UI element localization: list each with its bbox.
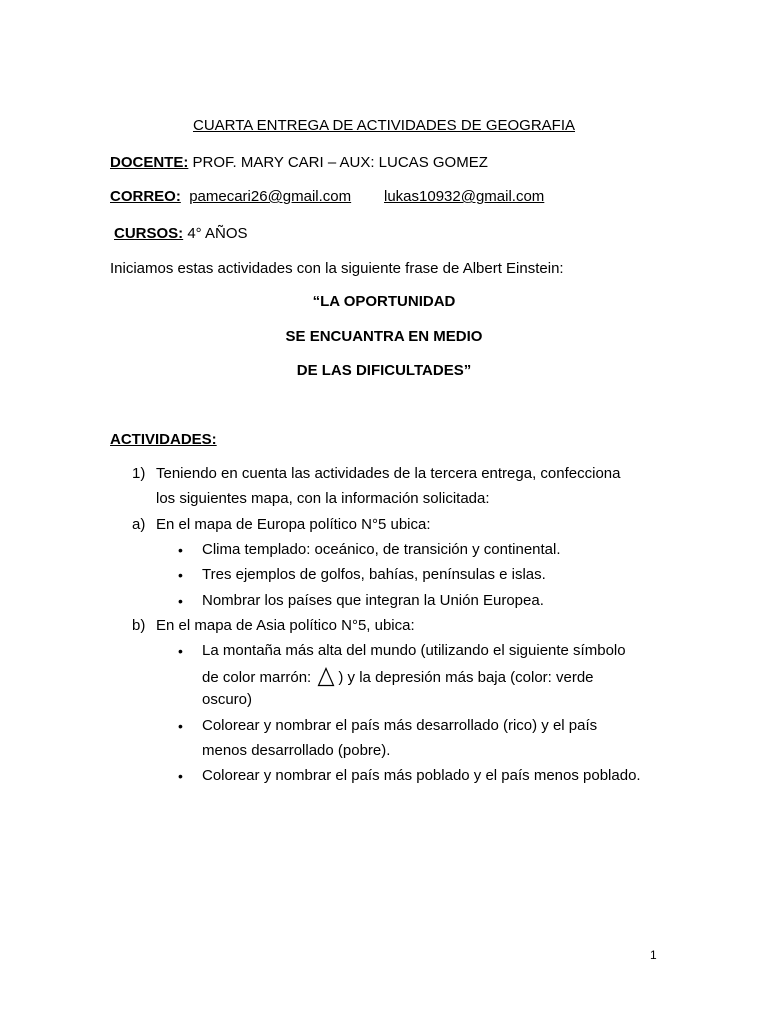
quote-line-3: DE LAS DIFICULTADES” [296,362,472,379]
item-b-bullet-2-line-2: menos desarrollado (pobre). [202,742,391,759]
item-a-bullet-1: Clima templado: oceánico, de transición y continental. [202,541,561,558]
bullet-icon: • [178,643,183,659]
email-link-2[interactable]: lukas10932@gmail.com [384,188,545,205]
docente-line [110,154,488,172]
item-b-bullet-1-line-2 [202,667,594,692]
document-title: CUARTA ENTREGA DE ACTIVIDADES DE GEOGRAFIA [192,117,576,134]
quote-line-1: “LA OPORTUNIDAD [312,293,456,310]
intro-text: Iniciamos estas actividades con la siguiente frase de Albert Einstein: [110,260,564,277]
item1-marker: 1) [132,465,146,482]
item-a-bullet-3: Nombrar los países que integran la Unión Europea. [202,592,544,609]
bullet-icon: • [178,718,183,734]
triangle-icon [317,667,335,692]
cursos-line [114,225,248,243]
correo-line [110,188,351,206]
email-link-1[interactable]: pamecari26@gmail.com [189,188,352,205]
item-b-bullet-2-line-1: Colorear y nombrar el país más desarrollado (rico) y el país [202,717,598,734]
cursos-value: 4° AÑOS [183,225,248,242]
item-b-text: En el mapa de Asia político N°5, ubica: [156,617,415,634]
actividades-heading: ACTIVIDADES: [110,431,217,448]
docente-label: DOCENTE: [110,154,189,171]
symbol-suffix-text: ) y la depresión más baja (color: verde [338,669,594,686]
bullet-icon: • [178,567,183,583]
bullet-icon: • [178,593,183,609]
cursos-label: CURSOS: [114,225,184,242]
item-b-marker: b) [132,617,146,634]
item-b-bullet-3: Colorear y nombrar el país más poblado y el país menos poblado. [202,767,641,784]
bullet-icon: • [178,768,183,784]
bullet-icon: • [178,542,183,558]
item-b-bullet-1-line-1: La montaña más alta del mundo (utilizando el siguiente símbolo [202,642,626,659]
item1-line-1: Teniendo en cuenta las actividades de la tercera entrega, confecciona [156,465,621,482]
item-a-bullet-2: Tres ejemplos de golfos, bahías, penínsulas e islas. [202,566,546,583]
docente-value: PROF. MARY CARI – AUX: LUCAS GOMEZ [188,154,488,171]
correo-label: CORREO: [110,188,181,205]
page-number: 1 [650,948,657,962]
item-b-bullet-1-line-3: oscuro) [202,691,253,708]
symbol-prefix-text: de color marrón: [202,669,316,686]
item-a-marker: a) [132,516,146,533]
item1-line-2: los siguientes mapa, con la información solicitada: [156,490,490,507]
quote-line-2: SE ENCUANTRA EN MEDIO [285,328,483,345]
item-a-text: En el mapa de Europa político N°5 ubica: [156,516,431,533]
